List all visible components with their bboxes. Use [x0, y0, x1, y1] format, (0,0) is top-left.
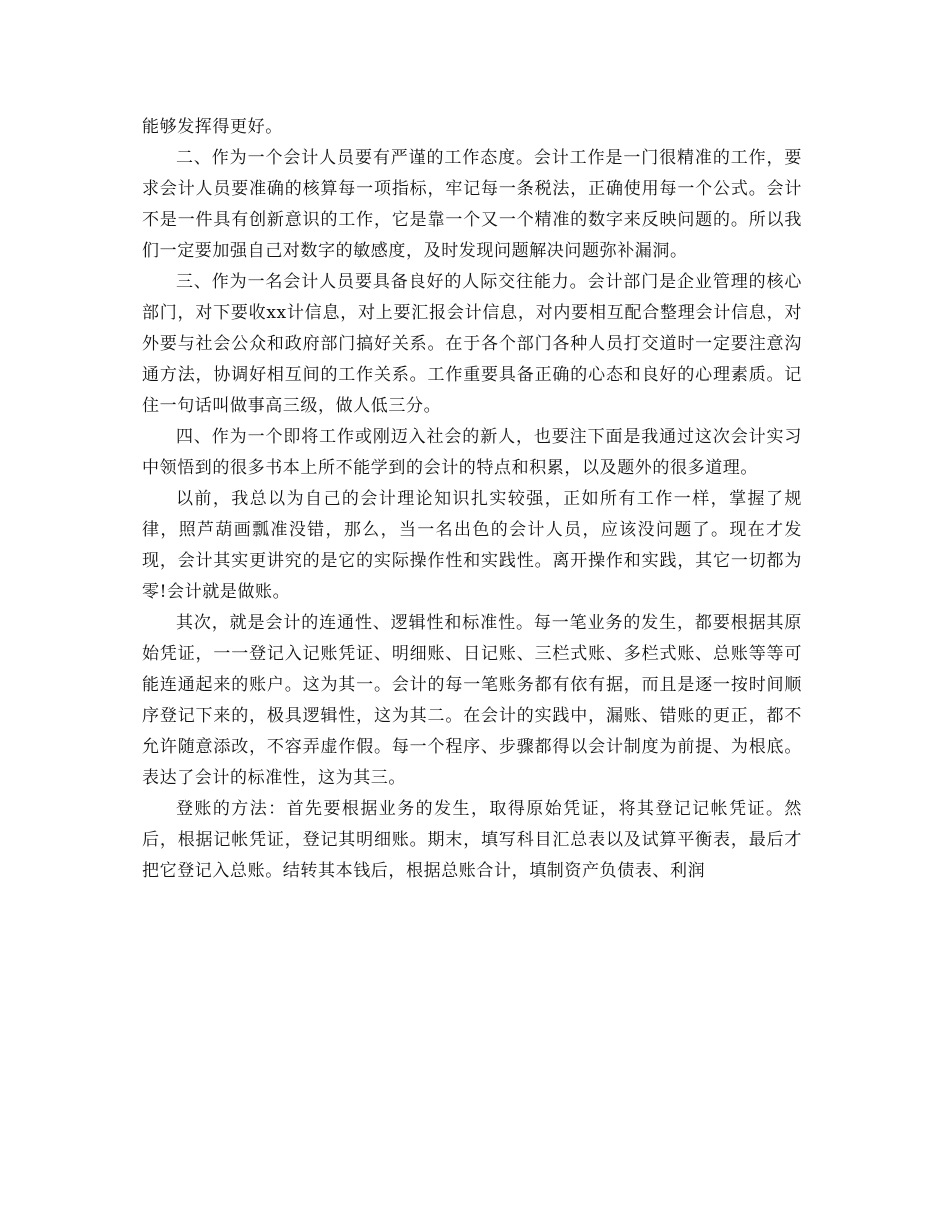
- paragraph-practice: 以前，我总以为自己的会计理论知识扎实较强，正如所有工作一样，掌握了规律，照芦葫画瓢准没错，那么，当一名出色的会计人员，应该没问题了。现在才发现，会计其实更讲究的是它的实际操作性和实践性。离开操作和实践，其它一切都为零!会计就是做账。: [142, 489, 802, 602]
- paragraph-connectivity-logic-standard: 其次，就是会计的连通性、逻辑性和标准性。每一笔业务的发生，都要根据其原始凭证，一一登记入记账凭证、明细账、日记账、三栏式账、多栏式账、总账等等可能连通起来的账户。这为其一。会计的每一笔账务都有依有据，而且是逐一按时间顺序登记下来的，极具逻辑性，这为其二。在会计的实践中，漏账、错账的更正，都不允许随意添改，不容弄虚作假。每一个程序、步骤都得以会计制度为前提、为根底。表达了会计的标准性，这为其三。: [142, 613, 802, 788]
- paragraph-rigorous-attitude: 二、作为一个会计人员要有严谨的工作态度。会计工作是一门很精准的工作，要求会计人员要准确的核算每一项指标，牢记每一条税法，正确使用每一个公式。会计不是一件具有创新意识的工作，它是靠一个又一个精准的数字来反映问题的。所以我们一定要加强自己对数字的敏感度，及时发现问题解决问题弥补漏洞。: [142, 148, 802, 261]
- paragraph-interpersonal-skills: 三、作为一名会计人员要具备良好的人际交往能力。会计部门是企业管理的核心部门，对下要收xx计信息，对上要汇报会计信息，对内要相互配合整理会计信息，对外要与社会公众和政府部门搞好关系。在于各个部门各种人员打交道时一定要注意沟通方法，协调好相互间的工作关系。工作重要具备正确的心态和良好的心理素质。记住一句话叫做事高三级，做人低三分。: [142, 272, 802, 416]
- paragraph-bookkeeping-method: 登账的方法：首先要根据业务的发生，取得原始凭证，将其登记记帐凭证。然后，根据记帐凭证，登记其明细账。期末，填写科目汇总表以及试算平衡表，最后才把它登记入总账。结转其本钱后，根据总账合计，填制资产负债表、利润: [142, 799, 802, 881]
- paragraph-newcomer: 四、作为一个即将工作或刚迈入社会的新人，也要注下面是我通过这次会计实习中领悟到的很多书本上所不能学到的会计的特点和积累，以及题外的很多道理。: [142, 427, 802, 478]
- paragraph-continuation: 能够发挥得更好。: [142, 117, 283, 137]
- document-body: [142, 112, 802, 887]
